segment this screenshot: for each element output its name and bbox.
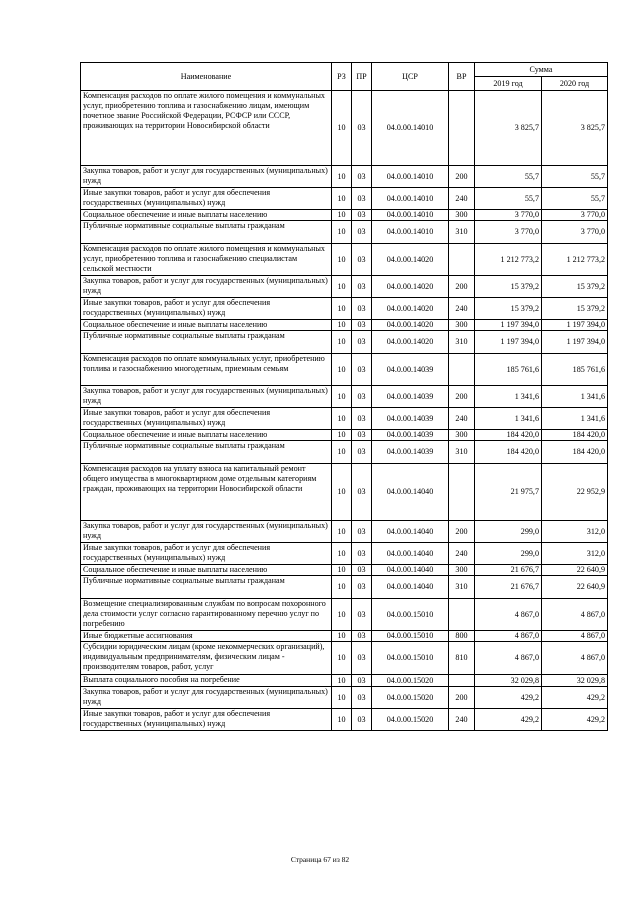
- cell-pr: 03: [352, 166, 372, 188]
- cell-name: Иные бюджетные ассигнования: [81, 631, 332, 642]
- table-row: [81, 565, 608, 576]
- cell-vr: 300: [449, 430, 475, 441]
- cell-vr: [449, 244, 475, 276]
- table-row: [81, 276, 608, 298]
- cell-vr: 800: [449, 631, 475, 642]
- cell-2020: 1 197 394,0: [542, 331, 608, 354]
- cell-vr: 240: [449, 543, 475, 565]
- table-row: [81, 631, 608, 642]
- cell-name: Компенсация расходов по оплате коммунальных услуг, приобретению топлива и газоснабжению многодетным, приемным семьям: [81, 354, 332, 386]
- cell-name: Публичные нормативные социальные выплаты гражданам: [81, 221, 332, 244]
- cell-csr: 04.0.00.15010: [372, 642, 449, 675]
- cell-rz: 10: [332, 543, 352, 565]
- table-row: [81, 441, 608, 464]
- cell-2019: 21 676,7: [475, 576, 542, 599]
- header-name: Наименование: [81, 63, 332, 91]
- cell-name: Социальное обеспечение и иные выплаты населению: [81, 565, 332, 576]
- budget-table: [80, 62, 608, 731]
- cell-vr: 310: [449, 221, 475, 244]
- cell-name: Выплата социального пособия на погребение: [81, 675, 332, 687]
- cell-2020: 1 212 773,2: [542, 244, 608, 276]
- cell-rz: 10: [332, 91, 352, 166]
- cell-csr: 04.0.00.14010: [372, 166, 449, 188]
- cell-pr: 03: [352, 687, 372, 709]
- cell-vr: 300: [449, 320, 475, 331]
- cell-vr: [449, 354, 475, 386]
- cell-name: Иные закупки товаров, работ и услуг для обеспечения государственных (муниципальных) нужд: [81, 408, 332, 430]
- table-row: [81, 599, 608, 631]
- cell-csr: 04.0.00.14040: [372, 565, 449, 576]
- cell-csr: 04.0.00.14020: [372, 331, 449, 354]
- cell-rz: 10: [332, 221, 352, 244]
- cell-name: Публичные нормативные социальные выплаты гражданам: [81, 441, 332, 464]
- cell-name: Иные закупки товаров, работ и услуг для обеспечения государственных (муниципальных) нужд: [81, 188, 332, 210]
- cell-2019: 3 770,0: [475, 210, 542, 221]
- cell-pr: 03: [352, 244, 372, 276]
- table-body: [81, 91, 608, 731]
- cell-2019: 55,7: [475, 166, 542, 188]
- cell-csr: 04.0.00.14020: [372, 244, 449, 276]
- cell-2020: 429,2: [542, 687, 608, 709]
- table-row: [81, 430, 608, 441]
- cell-2019: 4 867,0: [475, 642, 542, 675]
- cell-rz: 10: [332, 166, 352, 188]
- cell-pr: 03: [352, 576, 372, 599]
- cell-pr: 03: [352, 709, 372, 731]
- cell-name: Закупка товаров, работ и услуг для государственных (муниципальных) нужд: [81, 687, 332, 709]
- cell-vr: 200: [449, 386, 475, 408]
- cell-csr: 04.0.00.15020: [372, 675, 449, 687]
- cell-pr: 03: [352, 565, 372, 576]
- table-row: [81, 687, 608, 709]
- cell-rz: 10: [332, 430, 352, 441]
- table-row: [81, 709, 608, 731]
- cell-rz: 10: [332, 599, 352, 631]
- cell-2020: 1 341,6: [542, 386, 608, 408]
- cell-csr: 04.0.00.14039: [372, 408, 449, 430]
- cell-rz: 10: [332, 687, 352, 709]
- cell-pr: 03: [352, 675, 372, 687]
- cell-pr: 03: [352, 276, 372, 298]
- cell-name: Компенсация расходов на уплату взноса на капитальный ремонт общего имущества в многоквартирном доме отдельным категориям граждан, проживающих на территории Новосибирской области: [81, 464, 332, 521]
- header-sum: Сумма: [475, 63, 608, 77]
- cell-vr: [449, 675, 475, 687]
- cell-2020: 4 867,0: [542, 599, 608, 631]
- cell-csr: 04.0.00.14039: [372, 430, 449, 441]
- cell-vr: 310: [449, 576, 475, 599]
- table-row: [81, 675, 608, 687]
- cell-rz: 10: [332, 464, 352, 521]
- cell-vr: 240: [449, 188, 475, 210]
- cell-rz: 10: [332, 631, 352, 642]
- table-row: [81, 642, 608, 675]
- cell-pr: 03: [352, 464, 372, 521]
- cell-pr: 03: [352, 354, 372, 386]
- table-row: [81, 464, 608, 521]
- cell-2019: 429,2: [475, 709, 542, 731]
- cell-rz: 10: [332, 276, 352, 298]
- cell-2019: 15 379,2: [475, 276, 542, 298]
- cell-pr: 03: [352, 599, 372, 631]
- cell-rz: 10: [332, 709, 352, 731]
- cell-pr: 03: [352, 298, 372, 320]
- cell-rz: 10: [332, 331, 352, 354]
- cell-rz: 10: [332, 521, 352, 543]
- cell-2020: 55,7: [542, 188, 608, 210]
- cell-name: Субсидии юридическим лицам (кроме некоммерческих организаций), индивидуальным предпринимателям, физическим лицам - производителям товаров, работ, услуг: [81, 642, 332, 675]
- cell-rz: 10: [332, 642, 352, 675]
- cell-name: Публичные нормативные социальные выплаты гражданам: [81, 576, 332, 599]
- cell-pr: 03: [352, 521, 372, 543]
- cell-csr: 04.0.00.14040: [372, 543, 449, 565]
- cell-vr: 200: [449, 521, 475, 543]
- cell-2020: 312,0: [542, 521, 608, 543]
- cell-csr: 04.0.00.14010: [372, 210, 449, 221]
- cell-2020: 4 867,0: [542, 631, 608, 642]
- cell-rz: 10: [332, 354, 352, 386]
- cell-2020: 429,2: [542, 709, 608, 731]
- cell-2019: 299,0: [475, 521, 542, 543]
- cell-name: Компенсация расходов по оплате жилого помещения и коммунальных услуг, приобретению топлива и газоснабжению специалистам сельской местности: [81, 244, 332, 276]
- cell-2019: 3 825,7: [475, 91, 542, 166]
- cell-pr: 03: [352, 430, 372, 441]
- cell-vr: 200: [449, 687, 475, 709]
- cell-name: Возмещение специализированным службам по вопросам похоронного дела стоимости услуг согласно гарантированному перечню услуг по погребению: [81, 599, 332, 631]
- cell-name: Иные закупки товаров, работ и услуг для обеспечения государственных (муниципальных) нужд: [81, 298, 332, 320]
- table-row: [81, 331, 608, 354]
- page-number: Страница 67 из 82: [290, 855, 350, 864]
- cell-rz: 10: [332, 675, 352, 687]
- cell-2020: 22 640,9: [542, 565, 608, 576]
- header-rz: РЗ: [332, 63, 352, 91]
- cell-rz: 10: [332, 244, 352, 276]
- table-row: [81, 386, 608, 408]
- cell-pr: 03: [352, 408, 372, 430]
- cell-pr: 03: [352, 320, 372, 331]
- cell-name: Закупка товаров, работ и услуг для государственных (муниципальных) нужд: [81, 386, 332, 408]
- cell-2020: 185 761,6: [542, 354, 608, 386]
- cell-2019: 299,0: [475, 543, 542, 565]
- table-row: [81, 244, 608, 276]
- cell-pr: 03: [352, 221, 372, 244]
- cell-2020: 184 420,0: [542, 441, 608, 464]
- cell-csr: 04.0.00.14039: [372, 441, 449, 464]
- cell-2020: 3 825,7: [542, 91, 608, 166]
- cell-csr: 04.0.00.14039: [372, 386, 449, 408]
- cell-2019: 21 676,7: [475, 565, 542, 576]
- cell-vr: 810: [449, 642, 475, 675]
- cell-csr: 04.0.00.15010: [372, 631, 449, 642]
- cell-2019: 55,7: [475, 188, 542, 210]
- cell-csr: 04.0.00.14010: [372, 188, 449, 210]
- cell-vr: 240: [449, 298, 475, 320]
- cell-name: Иные закупки товаров, работ и услуг для обеспечения государственных (муниципальных) нужд: [81, 543, 332, 565]
- cell-rz: 10: [332, 210, 352, 221]
- cell-pr: 03: [352, 631, 372, 642]
- table-row: [81, 320, 608, 331]
- table-row: [81, 221, 608, 244]
- cell-rz: 10: [332, 320, 352, 331]
- table-row: [81, 543, 608, 565]
- header-csr: ЦСР: [372, 63, 449, 91]
- cell-rz: 10: [332, 188, 352, 210]
- cell-csr: 04.0.00.14020: [372, 276, 449, 298]
- cell-pr: 03: [352, 188, 372, 210]
- cell-2020: 3 770,0: [542, 210, 608, 221]
- cell-2019: 3 770,0: [475, 221, 542, 244]
- cell-csr: 04.0.00.15020: [372, 687, 449, 709]
- cell-pr: 03: [352, 441, 372, 464]
- cell-2020: 184 420,0: [542, 430, 608, 441]
- cell-rz: 10: [332, 298, 352, 320]
- header-2020: 2020 год: [542, 77, 608, 91]
- cell-2020: 312,0: [542, 543, 608, 565]
- cell-name: Закупка товаров, работ и услуг для государственных (муниципальных) нужд: [81, 166, 332, 188]
- cell-csr: 04.0.00.14040: [372, 464, 449, 521]
- cell-vr: [449, 91, 475, 166]
- cell-csr: 04.0.00.14040: [372, 521, 449, 543]
- cell-2020: 55,7: [542, 166, 608, 188]
- cell-2019: 4 867,0: [475, 599, 542, 631]
- header-2019: 2019 год: [475, 77, 542, 91]
- cell-csr: 04.0.00.14040: [372, 576, 449, 599]
- cell-pr: 03: [352, 543, 372, 565]
- cell-csr: 04.0.00.14020: [372, 320, 449, 331]
- cell-2020: 15 379,2: [542, 298, 608, 320]
- header-pr: ПР: [352, 63, 372, 91]
- table-row: [81, 298, 608, 320]
- cell-vr: [449, 599, 475, 631]
- table-row: [81, 210, 608, 221]
- cell-name: Закупка товаров, работ и услуг для государственных (муниципальных) нужд: [81, 521, 332, 543]
- cell-2020: 1 341,6: [542, 408, 608, 430]
- cell-rz: 10: [332, 408, 352, 430]
- cell-2019: 1 212 773,2: [475, 244, 542, 276]
- cell-rz: 10: [332, 576, 352, 599]
- table-row: [81, 166, 608, 188]
- cell-csr: 04.0.00.15020: [372, 709, 449, 731]
- cell-2019: 1 341,6: [475, 408, 542, 430]
- cell-csr: 04.0.00.14010: [372, 221, 449, 244]
- cell-2019: 184 420,0: [475, 430, 542, 441]
- cell-2019: 4 867,0: [475, 631, 542, 642]
- cell-vr: [449, 464, 475, 521]
- cell-2019: 15 379,2: [475, 298, 542, 320]
- cell-name: Компенсация расходов по оплате жилого помещения и коммунальных услуг, приобретению топлива и газоснабжению лицам, имеющим почетное звание Российской Федерации, РСФСР или СССР, проживающих на территории Новосибирской области: [81, 91, 332, 166]
- cell-pr: 03: [352, 642, 372, 675]
- cell-csr: 04.0.00.14010: [372, 91, 449, 166]
- cell-2019: 429,2: [475, 687, 542, 709]
- cell-name: Социальное обеспечение и иные выплаты населению: [81, 210, 332, 221]
- cell-vr: 310: [449, 441, 475, 464]
- cell-pr: 03: [352, 210, 372, 221]
- cell-name: Иные закупки товаров, работ и услуг для обеспечения государственных (муниципальных) нужд: [81, 709, 332, 731]
- cell-pr: 03: [352, 331, 372, 354]
- cell-name: Закупка товаров, работ и услуг для государственных (муниципальных) нужд: [81, 276, 332, 298]
- table-row: [81, 188, 608, 210]
- table-row: [81, 576, 608, 599]
- cell-vr: 240: [449, 408, 475, 430]
- cell-2020: 1 197 394,0: [542, 320, 608, 331]
- cell-vr: 240: [449, 709, 475, 731]
- cell-vr: 200: [449, 166, 475, 188]
- cell-2020: 4 867,0: [542, 642, 608, 675]
- cell-2020: 3 770,0: [542, 221, 608, 244]
- cell-rz: 10: [332, 565, 352, 576]
- cell-2019: 1 341,6: [475, 386, 542, 408]
- cell-2020: 22 952,9: [542, 464, 608, 521]
- cell-vr: 310: [449, 331, 475, 354]
- cell-2019: 185 761,6: [475, 354, 542, 386]
- table-row: [81, 521, 608, 543]
- cell-2020: 32 029,8: [542, 675, 608, 687]
- cell-2020: 15 379,2: [542, 276, 608, 298]
- table-row: [81, 354, 608, 386]
- table-row: [81, 408, 608, 430]
- cell-rz: 10: [332, 441, 352, 464]
- cell-vr: 200: [449, 276, 475, 298]
- cell-csr: 04.0.00.14020: [372, 298, 449, 320]
- cell-vr: 300: [449, 210, 475, 221]
- cell-name: Социальное обеспечение и иные выплаты населению: [81, 430, 332, 441]
- header-vr: ВР: [449, 63, 475, 91]
- cell-csr: 04.0.00.14039: [372, 354, 449, 386]
- cell-2019: 1 197 394,0: [475, 331, 542, 354]
- cell-name: Социальное обеспечение и иные выплаты населению: [81, 320, 332, 331]
- cell-2019: 32 029,8: [475, 675, 542, 687]
- cell-vr: 300: [449, 565, 475, 576]
- cell-2019: 184 420,0: [475, 441, 542, 464]
- cell-name: Публичные нормативные социальные выплаты гражданам: [81, 331, 332, 354]
- table-row: [81, 91, 608, 166]
- cell-pr: 03: [352, 386, 372, 408]
- cell-rz: 10: [332, 386, 352, 408]
- cell-pr: 03: [352, 91, 372, 166]
- cell-csr: 04.0.00.15010: [372, 599, 449, 631]
- cell-2020: 22 640,9: [542, 576, 608, 599]
- cell-2019: 1 197 394,0: [475, 320, 542, 331]
- cell-2019: 21 975,7: [475, 464, 542, 521]
